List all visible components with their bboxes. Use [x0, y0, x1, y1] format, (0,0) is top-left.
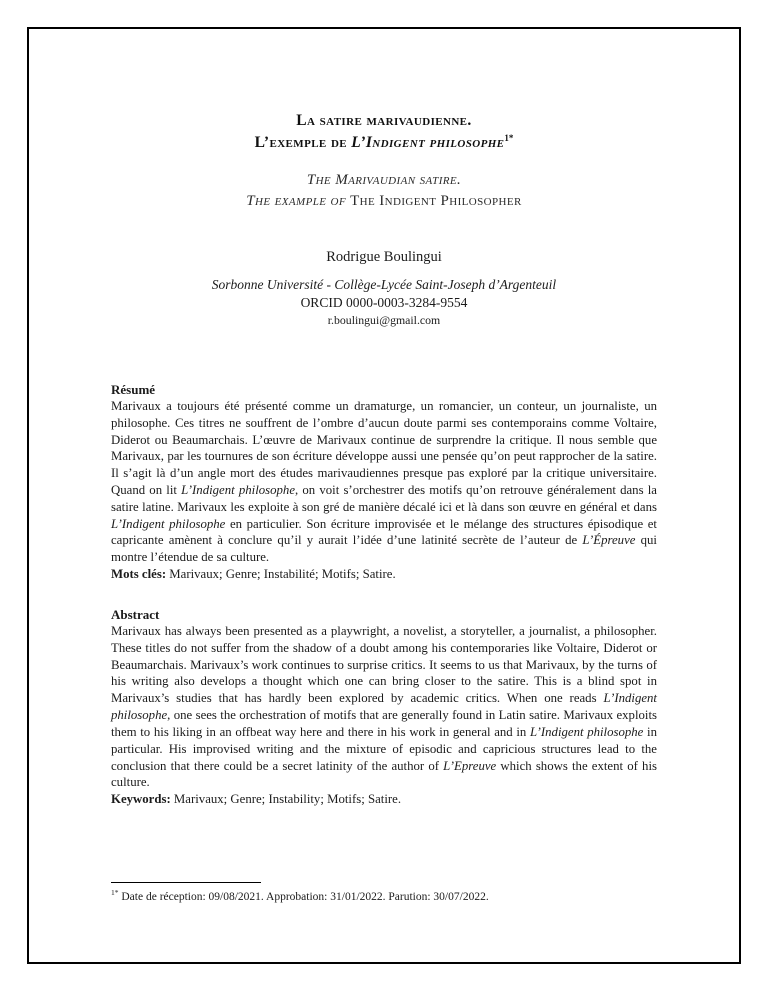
- footnote-marker: 1*: [111, 888, 119, 898]
- author-name: Rodrigue Boulingui: [326, 248, 442, 265]
- abstract-section: [111, 606, 657, 808]
- title-french: [111, 110, 657, 155]
- footnote-rule: [111, 882, 261, 883]
- title-fr-line1: La satire marivaudienne.: [296, 112, 472, 129]
- title-english: [111, 170, 657, 213]
- title-fr-line2: [111, 132, 657, 154]
- author-affiliation: Sorbonne Université - Collège-Lycée Saint-Joseph d’Argenteuil: [211, 276, 557, 292]
- abstract-keywords: [111, 791, 657, 808]
- footnote-reference-marker: 1*: [504, 133, 514, 144]
- resume-heading: Résumé: [111, 381, 156, 397]
- resume-body: Marivaux a toujours été présenté comme un dramaturge, un romancier, un conteur, un journaliste, un philosophe. Ces titres ne souffrent de l’ombre d’aucun doute parmi ses contemporains comme Voltaire, Diderot ou Beaumarchais. L’œuvre de Marivaux continue de surprendre la critique. Il nous semble que Marivaux, par les tournures de son écriture développe aussi une pensée qu’on peut rapprocher de la satire. Il s’agit là d’un angle mort des études marivaudiennes presque pas exploré par la critique universitaire. Quand on lit L’Indigent philosophe, on voit s’orchestrer des motifs qu’on retrouve généralement dans la satire latine. Marivaux les exploite à son gré de manière décalé ici et là dans son œuvre en général et dans L’Indigent philosophe en particulier. Son écriture improvisée et le mélange des structures épisodique et capricante amènent à conclure qu’il y aurait l’idée d’une latinité secrète de l’auteur de L’Épreuve qui montre l’étendue de sa culture.: [111, 398, 657, 565]
- footnote-text: [111, 890, 657, 906]
- author-block: [111, 247, 657, 329]
- author-orcid: ORCID 0000-0003-3284-9554: [300, 295, 468, 311]
- abstract-body: Marivaux has always been presented as a playwright, a novelist, a storyteller, a journalist, a philosopher. These titles do not suffer from the shadow of a doubt among his contemporaries like Voltaire, Diderot or Beaumarchais. Marivaux’s work continues to surprise critics. It seems to us that Marivaux, by the turns of his writing also develops a thought which one can bring closer to the satire. This is a blind spot in Marivaux’s studies that has hardly been explored by academic critics. When one reads L’Indigent philosophe, one sees the orchestration of motifs that are generally found in Latin satire. Marivaux exploits them to his liking in an offbeat way here and there in his work in general and in L’Indigent philosophe in particular. His improvised writing and the mixture of episodic and capricious structures lead to the conclusion that there could be a secret latinity of the author of L’Epreuve which shows the extent of his culture.: [111, 624, 657, 790]
- abstract-keywords-label: Keywords:: [111, 792, 171, 807]
- resume-keywords-text: Marivaux; Genre; Instabilité; Motifs; Satire.: [166, 567, 396, 582]
- title-en-line2: [111, 191, 657, 212]
- footnote-block: [111, 882, 657, 906]
- title-en-work-title: The Indigent Philosopher: [350, 193, 522, 210]
- abstract-heading: Abstract: [111, 606, 160, 622]
- title-block: [111, 110, 657, 213]
- resume-keywords: [111, 566, 657, 583]
- title-en-line2-prefix: The example of: [246, 193, 351, 210]
- resume-keywords-label: Mots clés:: [111, 567, 167, 582]
- footnote-body: Date de réception: 09/08/2021. Approbation: 31/01/2022. Parution: 30/07/2022.: [118, 891, 489, 904]
- resume-section: [111, 381, 657, 583]
- author-email: r.boulingui@gmail.com: [327, 313, 441, 328]
- abstract-keywords-text: Marivaux; Genre; Instability; Motifs; Satire.: [170, 792, 402, 807]
- title-fr-line2-prefix: L’exemple de: [254, 134, 352, 152]
- title-en-line1: The Marivaudian satire.: [306, 171, 462, 188]
- title-fr-work-title: L’Indigent philosophe: [351, 134, 505, 152]
